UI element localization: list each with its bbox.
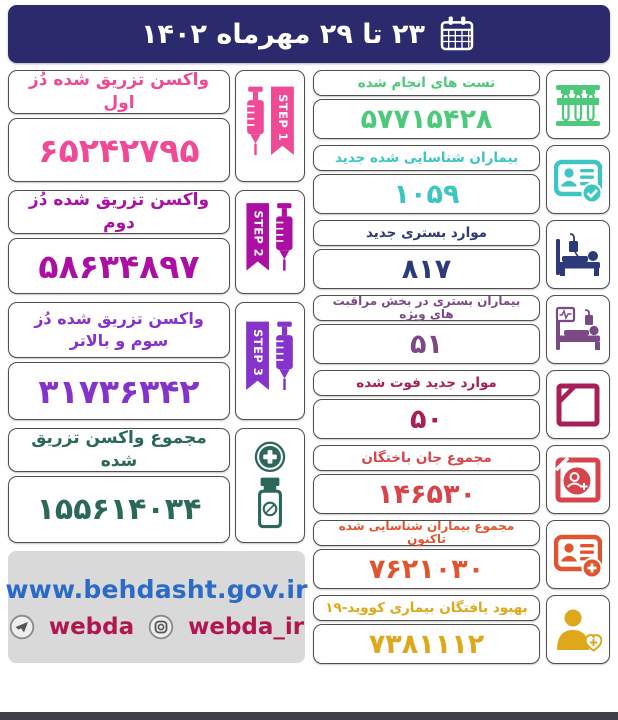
vaccine-first-dose-label: واکسن تزریق شده دُز اول — [8, 70, 230, 114]
vaccine-third-dose-label: واکسن تزریق شده دُز سوم و بالاتر — [8, 302, 230, 358]
new-deaths-label: موارد جدید فوت شده — [313, 370, 540, 396]
icu-label: بیماران بستری در بخش مراقبت های ویژه — [313, 295, 540, 321]
date-range-text: ۲۳ تا ۲۹ مهرماه ۱۴۰۲ — [141, 18, 425, 50]
total-cases-value: ۷۶۲۱۰۳۰ — [313, 549, 540, 589]
total-deaths-label: مجموع جان باختگان — [313, 445, 540, 471]
deceased-total-icon — [546, 445, 610, 514]
instagram-icon — [148, 614, 174, 640]
social-handles — [9, 614, 304, 640]
vaccine-card-first-dose — [8, 70, 305, 182]
vaccine-first-dose-value: ۶۵۲۴۲۷۹۵ — [8, 118, 230, 182]
vaccine-second-dose-value: ۵۸۶۳۴۸۹۷ — [8, 238, 230, 294]
syringe-step1-icon — [235, 70, 305, 182]
vaccine-third-dose-value: ۳۱۷۳۶۳۴۲ — [8, 362, 230, 420]
hospitalized-label: موارد بستری جدید — [313, 220, 540, 246]
bottom-bar — [0, 712, 618, 720]
total-cases-label: مجموع بیماران شناسایی شده تاکنون — [313, 520, 540, 546]
calendar-icon — [437, 14, 477, 54]
step2-badge-text: STEP 2 — [251, 210, 265, 258]
recovered-value: ۷۳۸۱۱۱۲ — [313, 624, 540, 664]
stat-row-recovered — [313, 595, 610, 664]
vaccine-vial-plus-icon — [235, 428, 305, 543]
stat-row-tests — [313, 70, 610, 139]
vaccine-card-total — [8, 428, 305, 543]
stat-row-total-deaths — [313, 445, 610, 514]
stat-row-icu — [313, 295, 610, 364]
mourning-frame-icon — [546, 370, 610, 439]
new-cases-label: بیماران شناسایی شده جدید — [313, 145, 540, 171]
vaccine-total-label: مجموع واکسن تزریق شده — [8, 428, 230, 472]
telegram-icon — [9, 614, 35, 640]
icu-value: ۵۱ — [313, 324, 540, 364]
stats-column — [313, 70, 610, 664]
vaccine-column — [5, 70, 308, 664]
stat-row-hospitalized — [313, 220, 610, 289]
website-link[interactable]: www.behdasht.gov.ir — [5, 574, 308, 604]
telegram-handle[interactable]: webda — [48, 613, 135, 640]
tests-label: تست های انجام شده — [313, 70, 540, 96]
tests-value: ۵۷۷۱۵۴۲۸ — [313, 99, 540, 139]
hospitalized-value: ۸۱۷ — [313, 249, 540, 289]
instagram-handle[interactable]: webda_ir — [188, 613, 305, 640]
step3-badge-text: STEP 3 — [251, 329, 266, 377]
header-date-bar — [8, 5, 610, 63]
syringe-step2-icon — [235, 190, 305, 294]
vaccine-card-third-dose — [8, 302, 305, 420]
syringe-step3-icon — [235, 302, 305, 420]
hospital-bed-icon — [546, 220, 610, 289]
vaccine-second-dose-label: واکسن تزریق شده دُز دوم — [8, 190, 230, 234]
main-content — [5, 70, 610, 664]
id-card-check-icon — [546, 145, 610, 214]
icu-bed-monitor-icon — [546, 295, 610, 364]
stat-row-new-cases — [313, 145, 610, 214]
vaccine-card-second-dose — [8, 190, 305, 294]
recovered-label: بهبود یافتگان بیماری کووید-۱۹ — [313, 595, 540, 621]
recovered-person-heart-icon — [546, 595, 610, 664]
stat-row-total-cases — [313, 520, 610, 589]
footer-links — [5, 551, 308, 663]
test-tubes-icon — [546, 70, 610, 139]
new-cases-value: ۱۰۵۹ — [313, 174, 540, 214]
stat-row-new-deaths — [313, 370, 610, 439]
total-deaths-value: ۱۴۶۵۳۰ — [313, 474, 540, 514]
new-deaths-value: ۵۰ — [313, 399, 540, 439]
vaccine-total-value: ۱۵۵۶۱۴۰۳۴ — [8, 476, 230, 543]
step1-badge-text: STEP 1 — [275, 94, 290, 142]
id-card-plus-icon — [546, 520, 610, 589]
